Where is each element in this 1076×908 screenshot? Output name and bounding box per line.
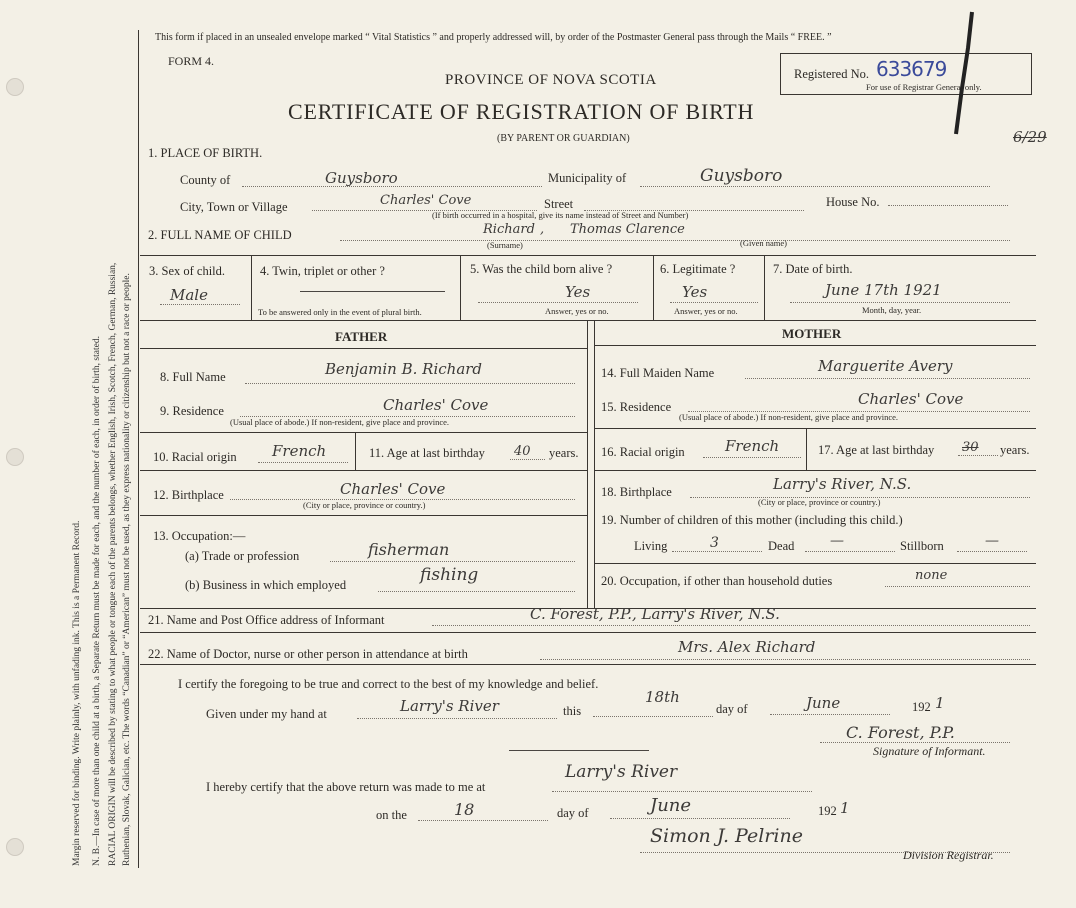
rule [140, 632, 1036, 633]
father-business-label: (b) Business in which employed [185, 578, 347, 592]
registrar-place-value: Larry's River [565, 762, 678, 782]
legitimate-note: Answer, yes or no. [674, 306, 738, 316]
mother-occupation-label: 20. Occupation, if other than household duties [601, 574, 833, 588]
father-birthplace-note: (City or place, province or country.) [303, 500, 426, 510]
form-left-border [138, 30, 139, 868]
father-business-value: fishing [420, 565, 479, 585]
mother-dead-line [805, 551, 895, 552]
child-name-comma: , [540, 222, 545, 237]
place-section-label: 1. PLACE OF BIRTH. [148, 146, 263, 160]
father-occupation-label: 13. Occupation:— [153, 529, 246, 543]
mother-dead-value: — [830, 533, 844, 549]
binding-hole [6, 78, 24, 96]
mother-living-label: Living [634, 539, 668, 553]
cert-day-line [593, 716, 713, 717]
mother-children-label: 19. Number of children of this mother (including this child.) [601, 513, 903, 527]
informant-signature-line [820, 742, 1010, 743]
rule [594, 428, 1036, 429]
registrar-text: I hereby certify that the above return was made to me at [206, 780, 486, 794]
rule [140, 320, 1036, 321]
legitimate-label: 6. Legitimate ? [660, 262, 736, 276]
postal-notice: This form if placed in an unsealed envelope marked “ Vital Statistics ” and properly addressed will, by order of the Postmaster General pass through the Mails “ FREE. ” [155, 32, 832, 43]
father-trade-label: (a) Trade or profession [185, 549, 300, 563]
informant-label: 21. Name and Post Office address of Informant [148, 613, 385, 627]
rule [594, 345, 1036, 346]
date-line [790, 302, 1010, 303]
rule [764, 255, 765, 320]
mother-age-years: years. [1000, 443, 1030, 457]
father-age-line [510, 459, 545, 460]
twin-label: 4. Twin, triplet or other ? [260, 264, 385, 278]
doctor-line [540, 659, 1030, 660]
twin-note: To be answered only in the event of plural birth. [258, 307, 422, 317]
mother-birthplace-value: Larry's River, N.S. [773, 475, 912, 493]
registrar-year-prefix: 192 [818, 804, 837, 818]
certify-text: I certify the foregoing to be true and correct to the best of my knowledge and belief. [178, 677, 599, 691]
mother-age-value: 30 [962, 440, 979, 455]
rule [140, 664, 1036, 665]
child-given-name: Thomas Clarence [570, 222, 685, 237]
rule [806, 428, 807, 470]
rule [140, 432, 587, 433]
cert-year-value: 1 [935, 694, 945, 712]
mother-occupation-line [885, 586, 1030, 587]
mother-stillborn-line [957, 551, 1027, 552]
province-heading: PROVINCE OF NOVA SCOTIA [445, 72, 657, 88]
mother-birthplace-note: (City or place, province or country.) [758, 497, 881, 507]
margin-note-binding: Margin reserved for binding. Write plainly, with unfading ink. This is a Permanent Record. [72, 520, 82, 866]
twin-line [300, 291, 445, 292]
rule [140, 470, 587, 471]
rule [653, 255, 654, 320]
date-value: June 17th 1921 [825, 281, 942, 299]
registrar-signature: Simon J. Pelrine [650, 825, 803, 847]
surname-note: (Surname) [487, 240, 523, 250]
margin-note-racial-origin: RACIAL ORIGIN will be described by stating to what people or tongue each of the parents belongs, whether English, Irish, Scotch, French, German, Russian, [108, 262, 118, 866]
street-label: Street [544, 197, 574, 211]
father-age-value: 40 [514, 444, 531, 459]
binding-hole [6, 448, 24, 466]
mother-residence-label: 15. Residence [601, 400, 672, 414]
father-name-line [245, 383, 575, 384]
binding-hole [6, 838, 24, 856]
child-surname: Richard [483, 222, 535, 237]
margin-note-racial-origin-2: Ruthenian, Slovak, Galician, etc. The words “Canadian” or “American” must not be used, as they express nationality or citizenship but not a race or people. [122, 273, 132, 866]
house-line [888, 205, 1008, 206]
rule [594, 320, 595, 608]
house-label: House No. [826, 195, 880, 209]
rule [460, 255, 461, 320]
father-residence-note: (Usual place of abode.) If non-resident, give place and province. [230, 417, 450, 427]
date-label: 7. Date of birth. [773, 262, 853, 276]
mother-age-label: 17. Age at last birthday [818, 443, 935, 457]
certificate-subtitle: (BY PARENT OR GUARDIAN) [497, 133, 630, 144]
registrar-month-line [610, 818, 790, 819]
registered-number: 633679 [876, 57, 947, 81]
mother-residence-note: (Usual place of abode.) If non-resident, give place and province. [679, 412, 899, 422]
registrar-on-label: on the [376, 808, 407, 822]
child-name-line [340, 240, 1010, 241]
rule [587, 320, 588, 608]
informant-signature-label: Signature of Informant. [873, 744, 986, 758]
father-age-label: 11. Age at last birthday [369, 446, 485, 460]
city-value: Charles' Cove [380, 193, 472, 208]
father-residence-label: 9. Residence [160, 404, 224, 418]
form-number: FORM 4. [168, 54, 215, 68]
rule [140, 515, 587, 516]
mother-race-value: French [725, 437, 780, 455]
registrar-dayof-label: day of [557, 806, 589, 820]
mother-birthplace-label: 18. Birthplace [601, 485, 672, 499]
given-at-label: Given under my hand at [206, 707, 327, 721]
father-trade-value: fisherman [368, 540, 450, 559]
rule [594, 563, 1036, 564]
given-at-line [357, 718, 557, 719]
rule [140, 348, 587, 349]
registrar-day-value: 18 [454, 800, 475, 819]
county-label: County of [180, 173, 231, 187]
hospital-note: (If birth occurred in a hospital, give its name instead of Street and Number) [432, 210, 689, 220]
registered-label: Registered No. [794, 67, 869, 81]
mother-residence-value: Charles' Cove [858, 390, 964, 408]
county-value: Guysboro [325, 169, 398, 187]
registrar-day-line [418, 820, 548, 821]
given-at-value: Larry's River [400, 697, 499, 715]
father-residence-value: Charles' Cove [383, 396, 489, 414]
mother-name-value: Marguerite Avery [818, 357, 953, 375]
sex-label: 3. Sex of child. [149, 264, 226, 278]
alive-value: Yes [565, 283, 591, 301]
registrar-use-note: For use of Registrar General only. [866, 82, 982, 92]
registrar-year-value: 1 [840, 799, 850, 817]
informant-signature: C. Forest, P.P. [846, 723, 955, 742]
father-heading: FATHER [335, 329, 388, 344]
mother-name-line [745, 378, 1030, 379]
mother-race-line [703, 457, 801, 458]
father-name-value: Benjamin B. Richard [325, 360, 483, 378]
cert-month-value: June [806, 694, 841, 712]
mother-stillborn-label: Stillborn [900, 539, 944, 553]
mother-living-value: 3 [710, 535, 719, 551]
informant-value: C. Forest, P.P., Larry's River, N.S. [530, 605, 780, 623]
city-label: City, Town or Village [180, 200, 288, 214]
rule [509, 750, 649, 751]
mother-race-label: 16. Racial origin [601, 445, 685, 459]
mother-name-label: 14. Full Maiden Name [601, 366, 715, 380]
father-name-label: 8. Full Name [160, 370, 226, 384]
mother-occupation-value: none [915, 568, 948, 583]
sex-value: Male [170, 286, 208, 304]
doctor-value: Mrs. Alex Richard [678, 638, 816, 656]
this-label: this [563, 704, 582, 718]
municipality-label: Municipality of [548, 171, 627, 185]
informant-line [432, 625, 1030, 626]
margin-note-multiple-births: N. B.—In case of more than one child at a birth, a Separate Return must be made for each, and the number of each, in order of birth, stated. [92, 336, 102, 866]
mother-heading: MOTHER [782, 326, 842, 341]
father-birthplace-value: Charles' Cove [340, 480, 446, 498]
father-race-label: 10. Racial origin [153, 450, 237, 464]
registrar-signature-label: Division Registrar. [903, 848, 994, 862]
father-race-line [258, 462, 348, 463]
cert-day-value: 18th [645, 688, 680, 706]
rule [355, 432, 356, 470]
mother-living-line [672, 551, 762, 552]
mother-stillborn-value: — [985, 533, 999, 549]
father-trade-line [330, 561, 575, 562]
corner-number: 6/29 [1013, 128, 1047, 146]
mother-dead-label: Dead [768, 539, 795, 553]
alive-line [478, 302, 638, 303]
legitimate-value: Yes [682, 283, 708, 301]
rule [140, 255, 1036, 256]
ink-stroke [950, 8, 980, 138]
cert-dayof-label: day of [716, 702, 748, 716]
legitimate-line [670, 302, 758, 303]
father-birthplace-label: 12. Birthplace [153, 488, 224, 502]
municipality-line [640, 186, 990, 187]
father-age-years: years. [549, 446, 579, 460]
father-business-line [378, 591, 575, 592]
alive-label: 5. Was the child born alive ? [470, 262, 613, 276]
father-race-value: French [272, 442, 327, 460]
alive-note: Answer, yes or no. [545, 306, 609, 316]
child-name-label: 2. FULL NAME OF CHILD [148, 228, 292, 242]
certificate-title: CERTIFICATE OF REGISTRATION OF BIRTH [288, 99, 755, 124]
cert-month-line [770, 714, 890, 715]
sex-line [160, 304, 240, 305]
mother-age-line [958, 455, 998, 456]
registrar-month-value: June [650, 795, 692, 816]
cert-year-prefix: 192 [912, 700, 931, 714]
registrar-place-line [552, 791, 812, 792]
date-note: Month, day, year. [862, 305, 922, 315]
municipality-value: Guysboro [700, 166, 783, 186]
rule [594, 470, 1036, 471]
rule [251, 255, 252, 320]
given-name-note: (Given name) [740, 238, 787, 248]
doctor-label: 22. Name of Doctor, nurse or other person in attendance at birth [148, 647, 468, 661]
